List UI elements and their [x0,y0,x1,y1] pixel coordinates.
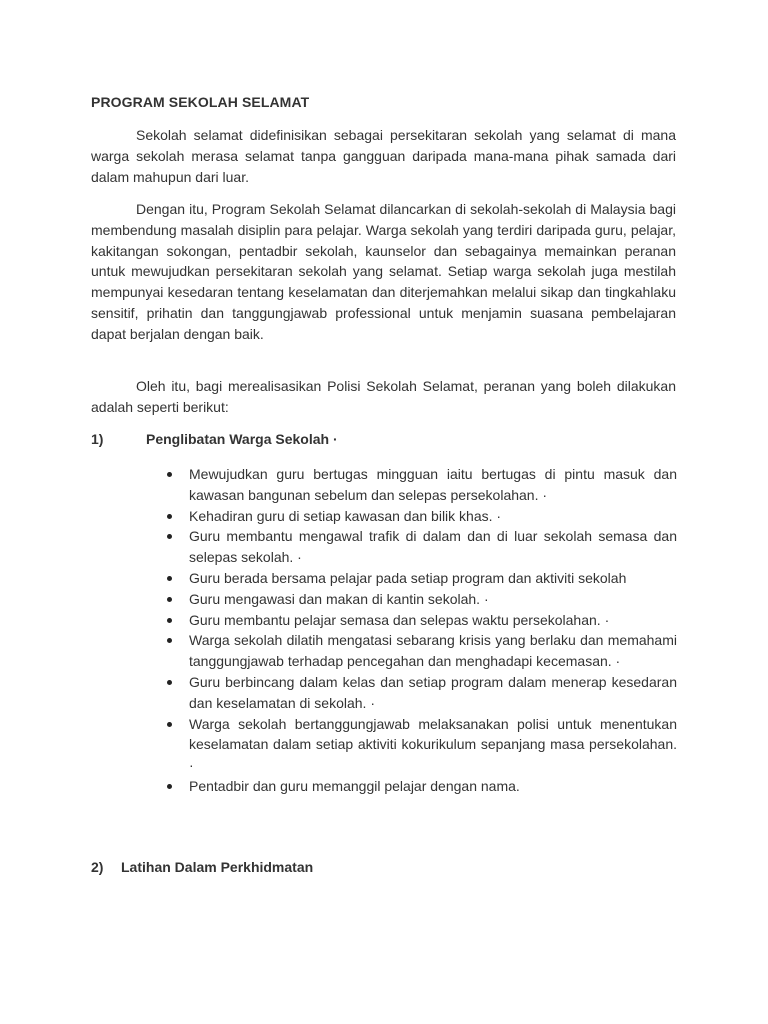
section-title-1: Penglibatan Warga Sekolah · [146,431,338,447]
list-item [165,568,677,589]
bullet-icon [167,680,172,685]
list-item-text: Guru berbincang dalam kelas dan setiap program dalam menerap kesedaran dan keselamatan di sekolah. · [189,673,677,711]
list-item-text: Guru mengawasi dan makan di kantin sekolah. · [189,590,489,607]
bullet-icon [167,597,172,602]
bullet-icon [167,514,172,519]
bullet-icon [167,576,172,581]
list-item [165,714,677,776]
list-item-text: Pentadbir dan guru memanggil pelajar dengan nama. [189,777,520,794]
list-item-text: Mewujudkan guru bertugas mingguan iaitu bertugas di pintu masuk dan kawasan bangunan sebelum dan selepas persekolahan. · [189,466,677,503]
bullet-icon [167,784,172,789]
document-title: PROGRAM SEKOLAH SELAMAT [91,94,310,110]
list-item-text: Guru membantu pelajar semasa dan selepas waktu persekolahan. · [189,611,610,628]
section-heading-2 [91,859,313,875]
bullet-icon [167,722,172,727]
list-item [165,610,677,631]
section-title-2: Latihan Dalam Perkhidmatan [121,859,314,875]
list-item [165,776,677,797]
bullet-icon [167,638,172,643]
section-heading-1 [91,431,338,447]
paragraph-roles-intro: Oleh itu, bagi merealisasikan Polisi Sekolah Selamat, peranan yang boleh dilakukan adalah seperti berikut: [91,378,676,415]
list-item-text: Warga sekolah bertanggungjawab melaksanakan polisi untuk menentukan keselamatan dalam setiap aktiviti kokurikulum sepanjang masa persekolahan. · [189,715,677,774]
bullet-icon [167,472,172,477]
bullet-icon [167,618,172,623]
bullet-list [165,464,677,797]
list-item-text: Guru berada bersama pelajar pada setiap program dan aktiviti sekolah [189,569,627,586]
list-item-text: Kehadiran guru di setiap kawasan dan bilik khas. · [189,507,502,524]
paragraph-program: Dengan itu, Program Sekolah Selamat dilancarkan di sekolah-sekolah di Malaysia bagi membendung masalah disiplin para pelajar. Warga sekolah yang terdiri daripada guru, pelajar, kakitangan sokongan, pentadbir sekolah, kaunselor dan sebagainya memainkan peranan untuk mewujudkan persekitaran sekolah yang selamat. Setiap warga sekolah juga mestilah mempunyai kesedaran tentang keselamatan dan diterjemahkan melalui sikap dan tingkahlaku sensitif, prihatin dan tanggungjawab professional untuk menjamin suasana pembelajaran dapat berjalan dengan baik. [91,201,676,342]
section-number-2: 2) [91,859,104,875]
bullet-icon [167,534,172,539]
list-item [165,630,677,672]
section-number-1: 1) [91,431,104,447]
paragraph-definition: Sekolah selamat didefinisikan sebagai persekitaran sekolah yang selamat di mana warga sekolah merasa selamat tanpa gangguan daripada mana-mana pihak samada dari dalam mahupun dari luar. [91,127,676,185]
list-item [165,526,677,568]
list-item [165,506,677,527]
list-item-text: Guru membantu mengawal trafik di dalam dan di luar sekolah semasa dan selepas sekolah. · [189,528,677,566]
list-item [165,589,677,610]
list-item [165,672,677,714]
list-item-text: Warga sekolah dilatih mengatasi sebarang krisis yang berlaku dan memahami tanggungjawab terhadap pencegahan dan menghadapi kecemasan. · [189,632,677,670]
list-item [165,464,677,506]
